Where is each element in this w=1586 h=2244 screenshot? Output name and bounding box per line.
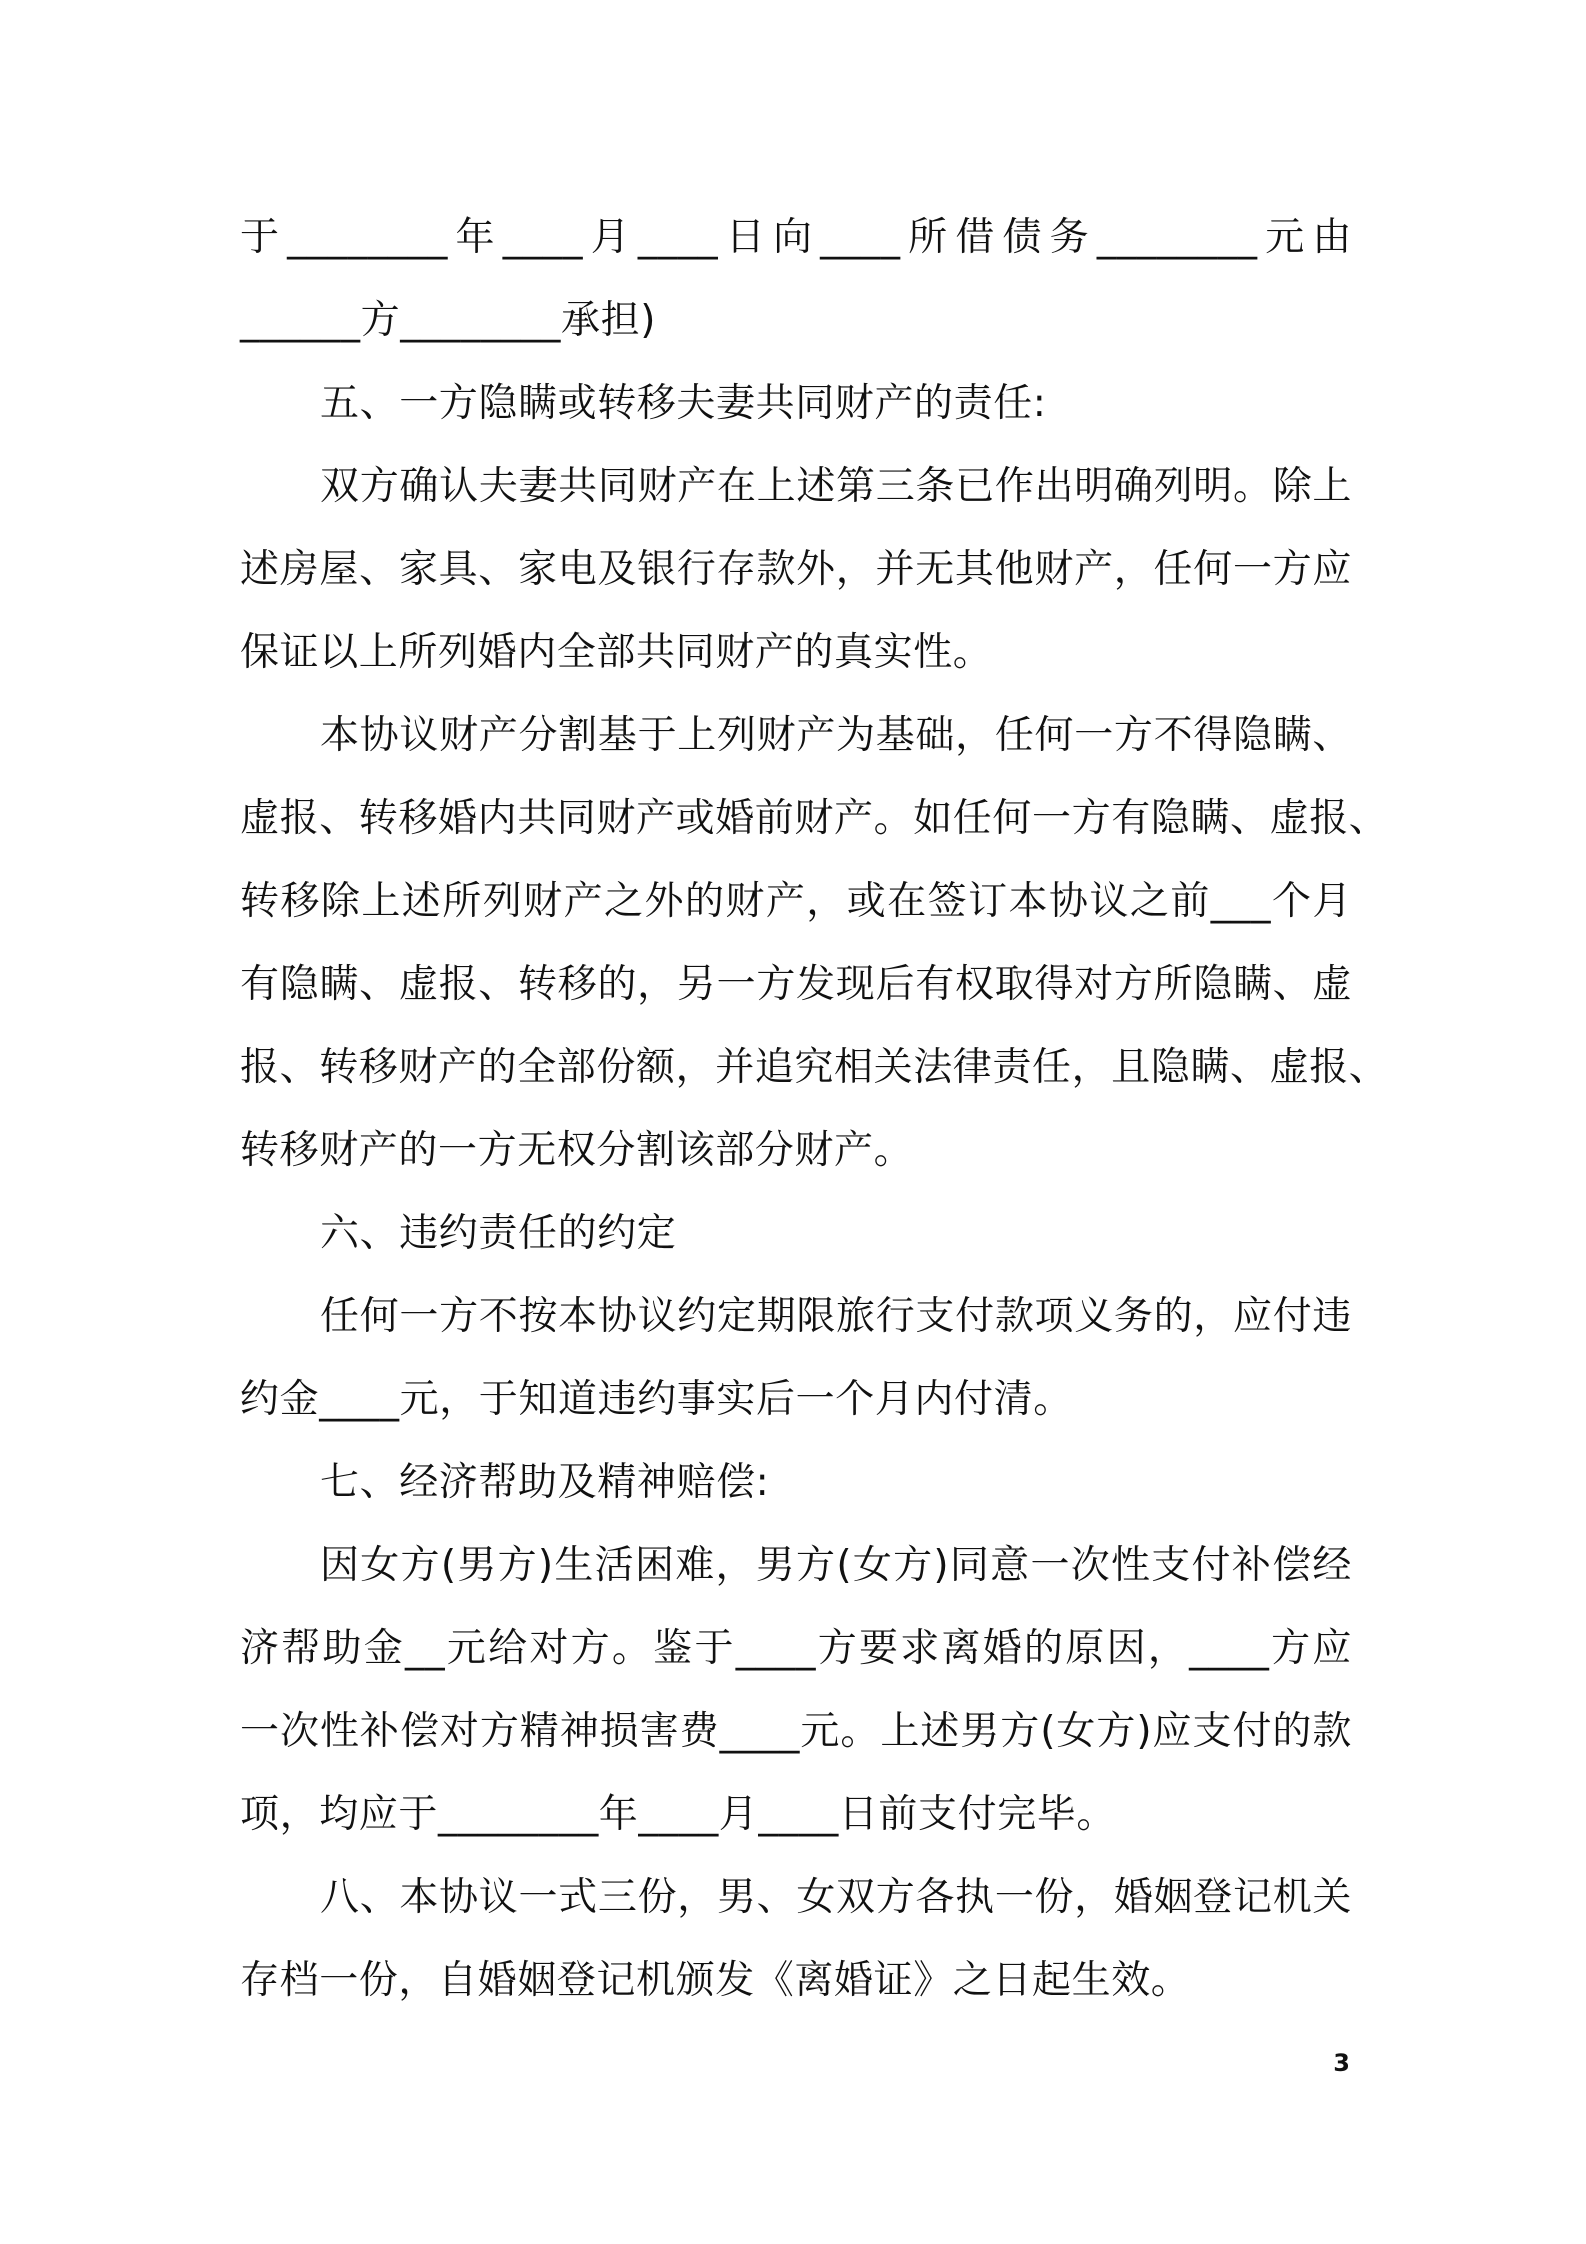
text-line: 项，均应于________年____月____日前支付完毕。 xyxy=(240,1792,1117,1837)
text-line: 双方确认夫妻共同财产在上述第三条已作出明确列明。除上 xyxy=(320,464,1352,509)
text-line: 转移除上述所列财产之外的财产，或在签订本协议之前___个月 xyxy=(240,879,1352,924)
text-line: 一次性补偿对方精神损害费____元。上述男方(女方)应支付的款 xyxy=(240,1709,1352,1754)
text-line: 报、转移财产的全部份额，并追究相关法律责任，且隐瞒、虚报、 xyxy=(240,1045,1389,1090)
text-line: 保证以上所列婚内全部共同财产的真实性。 xyxy=(240,630,993,675)
text-line: 因女方(男方)生活困难，男方(女方)同意一次性支付补偿经 xyxy=(320,1543,1352,1588)
section-heading-5: 五、一方隐瞒或转移夫妻共同财产的责任: xyxy=(320,381,1047,426)
text-line: 任何一方不按本协议约定期限旅行支付款项义务的，应付违 xyxy=(320,1294,1352,1339)
text-line: 济帮助金__元给对方。鉴于____方要求离婚的原因，____方应 xyxy=(240,1626,1352,1671)
text-line: 存档一份，自婚姻登记机颁发《离婚证》之日起生效。 xyxy=(240,1958,1191,2003)
text-line: 本协议财产分割基于上列财产为基础，任何一方不得隐瞒、 xyxy=(320,713,1352,758)
text-line: 约金____元，于知道违约事实后一个月内付清。 xyxy=(240,1377,1073,1422)
section-heading-6: 六、违约责任的约定 xyxy=(320,1211,677,1256)
document-body xyxy=(240,196,1389,2022)
text-line: 于________年____月____日向____所借债务________元由 xyxy=(240,215,1352,260)
text-line: 述房屋、家具、家电及银行存款外，并无其他财产，任何一方应 xyxy=(240,547,1352,592)
text-line: ______方________承担) xyxy=(240,298,657,343)
section-heading-7: 七、经济帮助及精神赔偿: xyxy=(320,1460,770,1505)
text-line: 有隐瞒、虚报、转移的，另一方发现后有权取得对方所隐瞒、虚 xyxy=(240,962,1352,1007)
page-number: 3 xyxy=(1333,2049,1350,2077)
text-line: 虚报、转移婚内共同财产或婚前财产。如任何一方有隐瞒、虚报、 xyxy=(240,796,1389,841)
section-heading-8: 八、本协议一式三份，男、女双方各执一份，婚姻登记机关 xyxy=(320,1875,1352,1920)
text-line: 转移财产的一方无权分割该部分财产。 xyxy=(240,1128,914,1173)
